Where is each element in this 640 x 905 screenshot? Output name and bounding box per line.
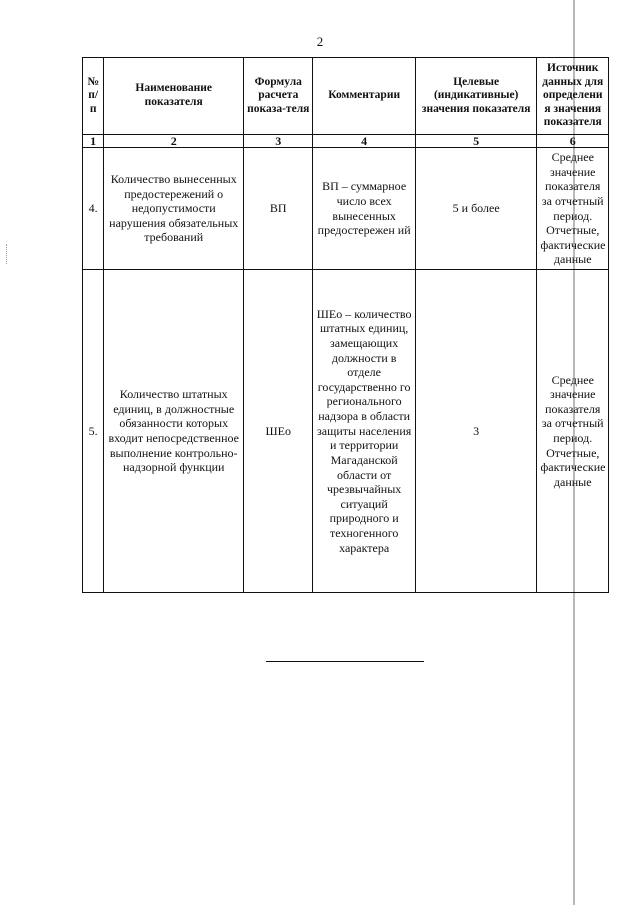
indicator-target: 5 и более [415, 148, 537, 270]
header-comments: Комментарии [313, 58, 415, 135]
column-number: 2 [104, 135, 244, 148]
indicator-formula: ШЕо [244, 270, 313, 593]
page-number: 2 [316, 34, 324, 49]
indicator-comment: ШЕо – количество штатных единиц, замещающих должности в отделе государственно го регионального надзора в области защиты населения и территории Магаданской области от чрезвычайных ситуаций природного и техногенного характера [313, 270, 415, 593]
indicators-table [82, 57, 609, 593]
header-formula: Формула расчета показа-теля [244, 58, 313, 135]
column-number: 3 [244, 135, 313, 148]
scan-edge-mark [6, 244, 8, 264]
indicator-target: 3 [415, 270, 537, 593]
column-number: 5 [415, 135, 537, 148]
indicator-formula: ВП [244, 148, 313, 270]
header-source: Источник данных для определени я значения показателя [537, 58, 609, 135]
table-row [83, 148, 609, 270]
end-of-document-rule [266, 661, 424, 662]
table-header-row [83, 58, 609, 135]
header-name: Наименование показателя [104, 58, 244, 135]
row-number: 4. [83, 148, 104, 270]
indicator-source: Среднее значение показателя за отчетный период. Отчетные, фактические данные [537, 270, 609, 593]
indicator-name: Количество вынесенных предостережений о недопустимости нарушения обязательных требований [104, 148, 244, 270]
header-number: № п/п [83, 58, 104, 135]
table-row [83, 270, 609, 593]
row-number: 5. [83, 270, 104, 593]
header-target: Целевые (индикативные) значения показателя [415, 58, 537, 135]
column-number-row [83, 135, 609, 148]
indicator-source: Среднее значение показателя за отчетный период. Отчетные, фактические данные [537, 148, 609, 270]
column-number: 1 [83, 135, 104, 148]
indicator-name: Количество штатных единиц, в должностные обязанности которых входит непосредственное выполнение контрольно-надзорной функции [104, 270, 244, 593]
indicator-comment: ВП – суммарное число всех вынесенных предостережен ий [313, 148, 415, 270]
column-number: 4 [313, 135, 415, 148]
column-number: 6 [537, 135, 609, 148]
